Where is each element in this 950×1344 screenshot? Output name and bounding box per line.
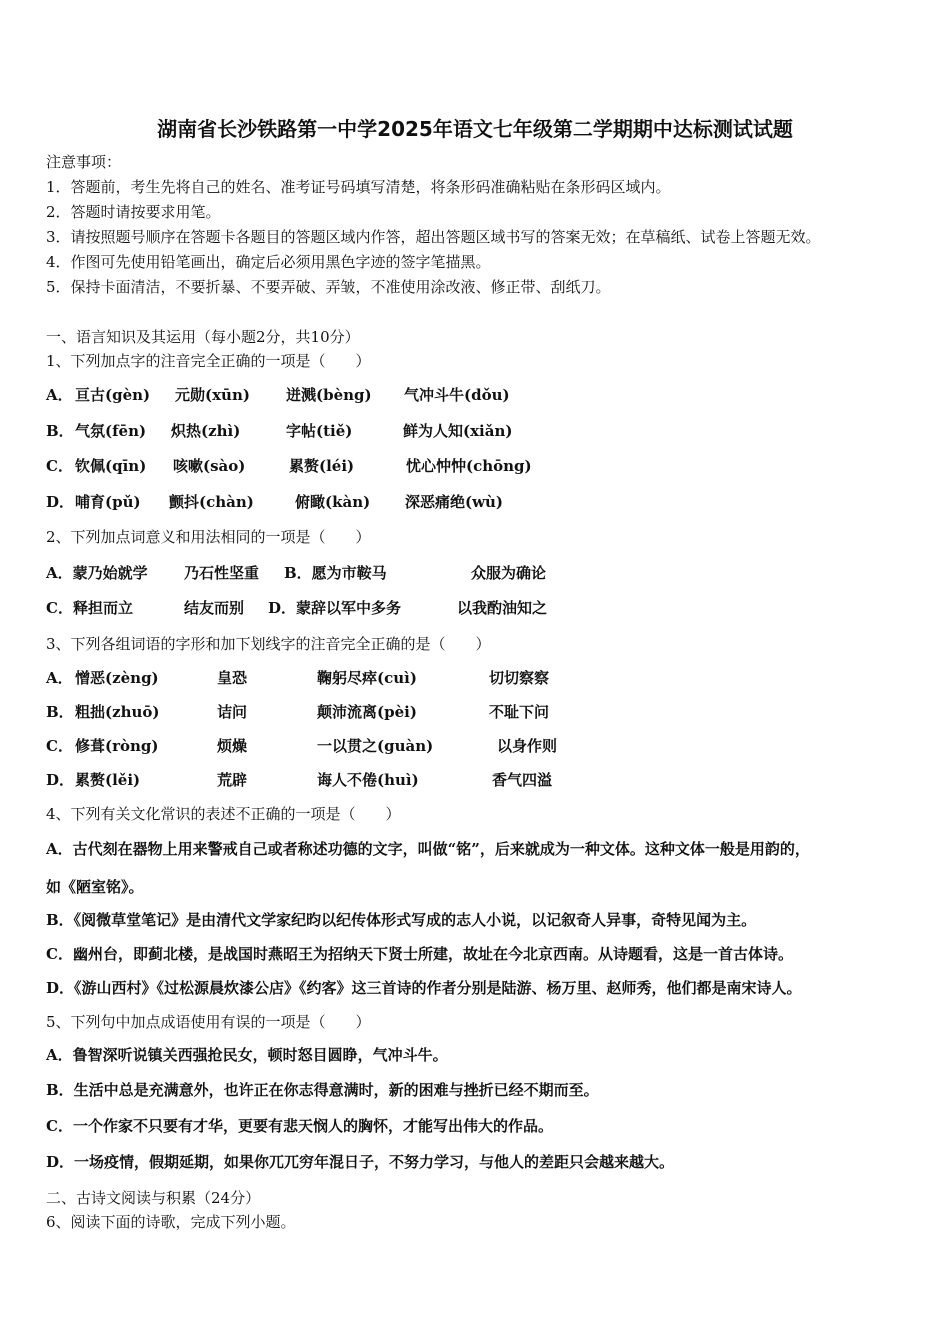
section-heading: 一、语言知识及其运用（每小题2分，共10分） bbox=[46, 328, 360, 346]
option-item: 累赘(lěi) bbox=[75, 771, 141, 789]
option-line: D．《游山西村》《过松源晨炊漆公店》《约客》这三首诗的作者分别是陆游、杨万里、赵师秀，他们都是南宋诗人。 bbox=[46, 979, 802, 997]
option-line: D．一场疫情，假期延期，如果你兀兀穷年混日子，不努力学习，与他人的差距只会越来越大。 bbox=[46, 1153, 675, 1171]
option-item: B．愿为市鞍马 bbox=[284, 564, 387, 582]
notice-item: 3．请按照题号顺序在答题卡各题目的答题区域内作答，超出答题区域书写的答案无效；在草稿纸、试卷上答题无效。 bbox=[46, 228, 821, 246]
notice-item: 4．作图可先使用铅笔画出，确定后必须用黑色字迹的签字笔描黑。 bbox=[46, 253, 491, 271]
option-line: B．生活中总是充满意外，也许正在你志得意满时，新的困难与挫折已经不期而至。 bbox=[46, 1081, 599, 1099]
option-label: B． bbox=[46, 422, 74, 440]
option-item: 以我酌油知之 bbox=[457, 599, 548, 617]
option-item: 结友而别 bbox=[184, 599, 245, 617]
option-item: 荒辟 bbox=[217, 771, 248, 789]
question-stem: 6、阅读下面的诗歌，完成下列小题。 bbox=[46, 1213, 296, 1231]
option-item: 迸溅(bèng) bbox=[286, 386, 372, 404]
option-item: 颠沛流离(pèi) bbox=[317, 703, 417, 721]
option-item: 鞠躬尽瘁(cuì) bbox=[317, 669, 417, 687]
question-stem: 5、下列句中加点成语使用有误的一项是（ ） bbox=[46, 1013, 371, 1031]
option-item: 诲人不倦(huì) bbox=[317, 771, 419, 789]
option-item: 气冲斗牛(dǒu) bbox=[404, 386, 510, 404]
option-label: C． bbox=[46, 457, 73, 475]
option-line: A．古代刻在器物上用来警戒自己或者称述功德的文字，叫做“铭”，后来就成为一种文体。这种文体一般是用韵的， bbox=[46, 840, 810, 858]
option-item: 不耻下问 bbox=[489, 703, 550, 721]
option-line: 如《陋室铭》。 bbox=[46, 878, 144, 896]
option-item: 众服为确论 bbox=[471, 564, 547, 582]
question-stem: 4、下列有关文化常识的表述不正确的一项是（ ） bbox=[46, 805, 401, 823]
option-item: 气氛(fēn) bbox=[75, 422, 147, 440]
option-item: 哺育(pǔ) bbox=[75, 493, 141, 511]
option-item: A．蒙乃始就学 bbox=[46, 564, 148, 582]
option-item: 忧心忡忡(chōng) bbox=[406, 457, 532, 475]
option-item: 诘问 bbox=[217, 703, 248, 721]
option-line: C．幽州台，即蓟北楼，是战国时燕昭王为招纳天下贤士所建，故址在今北京西南。从诗题看，这是一首古体诗。 bbox=[46, 945, 793, 963]
option-item: 深恶痛绝(wù) bbox=[405, 493, 504, 511]
option-item: 鲜为人知(xiǎn) bbox=[403, 422, 513, 440]
option-item: 烦燥 bbox=[217, 737, 248, 755]
notice-item: 1．答题前，考生先将自己的姓名、准考证号码填写清楚，将条形码准确粘贴在条形码区域内。 bbox=[46, 178, 671, 196]
option-item: 一以贯之(guàn) bbox=[317, 737, 434, 755]
option-label: A． bbox=[46, 386, 73, 404]
option-line: C．一个作家不只要有才华，更要有悲天悯人的胸怀，才能写出伟大的作品。 bbox=[46, 1117, 553, 1135]
option-item: 炽热(zhì) bbox=[171, 422, 241, 440]
option-item: 钦佩(qīn) bbox=[75, 457, 147, 475]
option-label: D． bbox=[46, 493, 75, 511]
option-label: D． bbox=[46, 771, 75, 789]
option-item: 乃石性坚重 bbox=[184, 564, 260, 582]
option-label: A． bbox=[46, 669, 73, 687]
section-heading: 二、古诗文阅读与积累（24分） bbox=[46, 1189, 261, 1207]
option-line: A．鲁智深听说镇关西强抢民女，顿时怒目圆睁，气冲斗牛。 bbox=[46, 1046, 448, 1064]
option-item: 香气四溢 bbox=[492, 771, 553, 789]
option-item: 修葺(ròng) bbox=[75, 737, 159, 755]
option-item: 亘古(gèn) bbox=[75, 386, 151, 404]
option-item: 俯瞰(kàn) bbox=[295, 493, 371, 511]
option-item: 皇恐 bbox=[217, 669, 248, 687]
option-item: 字帖(tiě) bbox=[286, 422, 353, 440]
option-item: 咳嗽(sào) bbox=[173, 457, 246, 475]
option-item: 粗拙(zhuō) bbox=[75, 703, 160, 721]
option-item: 元勋(xūn) bbox=[175, 386, 250, 404]
option-item: C．释担而立 bbox=[46, 599, 133, 617]
notice-heading: 注意事项： bbox=[46, 153, 122, 171]
option-item: 憎恶(zèng) bbox=[75, 669, 159, 687]
option-label: C． bbox=[46, 737, 73, 755]
option-item: 累赘(léi) bbox=[289, 457, 355, 475]
option-item: 颤抖(chàn) bbox=[169, 493, 254, 511]
option-label: B． bbox=[46, 703, 74, 721]
option-item: 切切察察 bbox=[489, 669, 550, 687]
option-line: B．《阅微草堂笔记》是由清代文学家纪昀以纪传体形式写成的志人小说，以记叙奇人异事，奇特见闻为主。 bbox=[46, 911, 757, 929]
page-title: 湖南省长沙铁路第一中学2025年语文七年级第二学期期中达标测试试题 bbox=[157, 117, 793, 141]
question-stem: 3、下列各组词语的字形和加下划线字的注音完全正确的是（ ） bbox=[46, 635, 491, 653]
question-stem: 1、下列加点字的注音完全正确的一项是（ ） bbox=[46, 352, 371, 370]
notice-item: 2．答题时请按要求用笔。 bbox=[46, 203, 221, 221]
question-stem: 2、下列加点词意义和用法相同的一项是（ ） bbox=[46, 528, 371, 546]
option-item: D．蒙辞以军中多务 bbox=[268, 599, 402, 617]
option-item: 以身作则 bbox=[497, 737, 558, 755]
notice-item: 5．保持卡面清洁，不要折暴、不要弄破、弄皱，不准使用涂改液、修正带、刮纸刀。 bbox=[46, 278, 611, 296]
